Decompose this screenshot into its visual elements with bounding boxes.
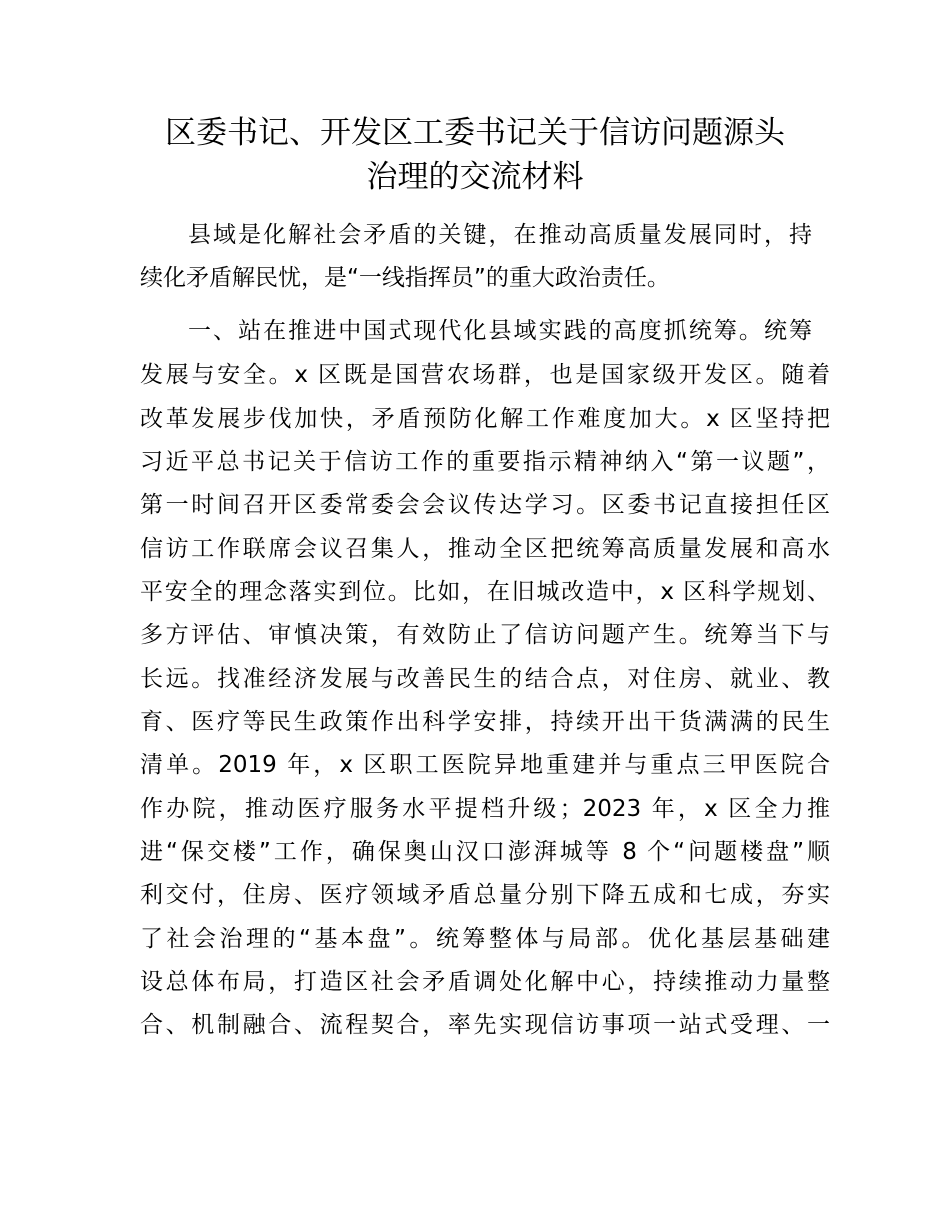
paragraph-2-line-14: 利交付，住房、医疗领域矛盾总量分别下降五成和七成，夯实 [140, 882, 830, 908]
paragraph-2-line-9: 长远。找准经济发展与改善民生的结合点，对住房、就业、教 [140, 666, 830, 692]
paragraph-2-line-3: 改革发展步伐加快，矛盾预防化解工作难度加大。x 区坚持把 [140, 406, 830, 432]
paragraph-2-line-7: 平安全的理念落实到位。比如，在旧城改造中，x 区科学规划、 [140, 579, 830, 605]
paragraph-2-line-10: 育、医疗等民生政策作出科学安排，持续开出干货满满的民生 [140, 709, 830, 735]
paragraph-2-line-11: 清单。2019 年，x 区职工医院异地重建并与重点三甲医院合 [140, 752, 830, 778]
paragraph-2-line-5: 第一时间召开区委常委会会议传达学习。区委书记直接担任区 [140, 492, 830, 518]
paragraph-2-line-4: 习近平总书记关于信访工作的重要指示精神纳入“第一议题”， [140, 449, 830, 475]
paragraph-1-line-2: 续化矛盾解民忧，是“一线指挥员”的重大政治责任。 [140, 265, 670, 291]
paragraph-2-line-8: 多方评估、审慎决策，有效防止了信访问题产生。统筹当下与 [140, 622, 830, 648]
paragraph-2-line-1: 一、站在推进中国式现代化县域实践的高度抓统筹。统筹 [188, 318, 812, 344]
paragraph-2-line-15: 了社会治理的“基本盘”。统筹整体与局部。优化基层基础建 [140, 926, 830, 952]
document-title-line-1: 区委书记、开发区工委书记关于信访问题源头 [165, 115, 785, 151]
paragraph-2-line-13: 进“保交楼”工作，确保奥山汉口澎湃城等 8 个“问题楼盘”顺 [140, 839, 830, 865]
paragraph-2-line-12: 作办院，推动医疗服务水平提档升级；2023 年，x 区全力推 [140, 796, 830, 822]
paragraph-2-line-6: 信访工作联席会议召集人，推动全区把统筹高质量发展和高水 [140, 536, 830, 562]
paragraph-2-line-16: 设总体布局，打造区社会矛盾调处化解中心，持续推动力量整 [140, 969, 830, 995]
paragraph-2-line-17: 合、机制融合、流程契合，率先实现信访事项一站式受理、一 [140, 1012, 830, 1038]
paragraph-2-line-2: 发展与安全。x 区既是国营农场群，也是国家级开发区。随着 [140, 362, 830, 388]
document-title-line-2: 治理的交流材料 [366, 159, 584, 195]
paragraph-1-line-1: 县域是化解社会矛盾的关键，在推动高质量发展同时，持 [188, 222, 812, 248]
